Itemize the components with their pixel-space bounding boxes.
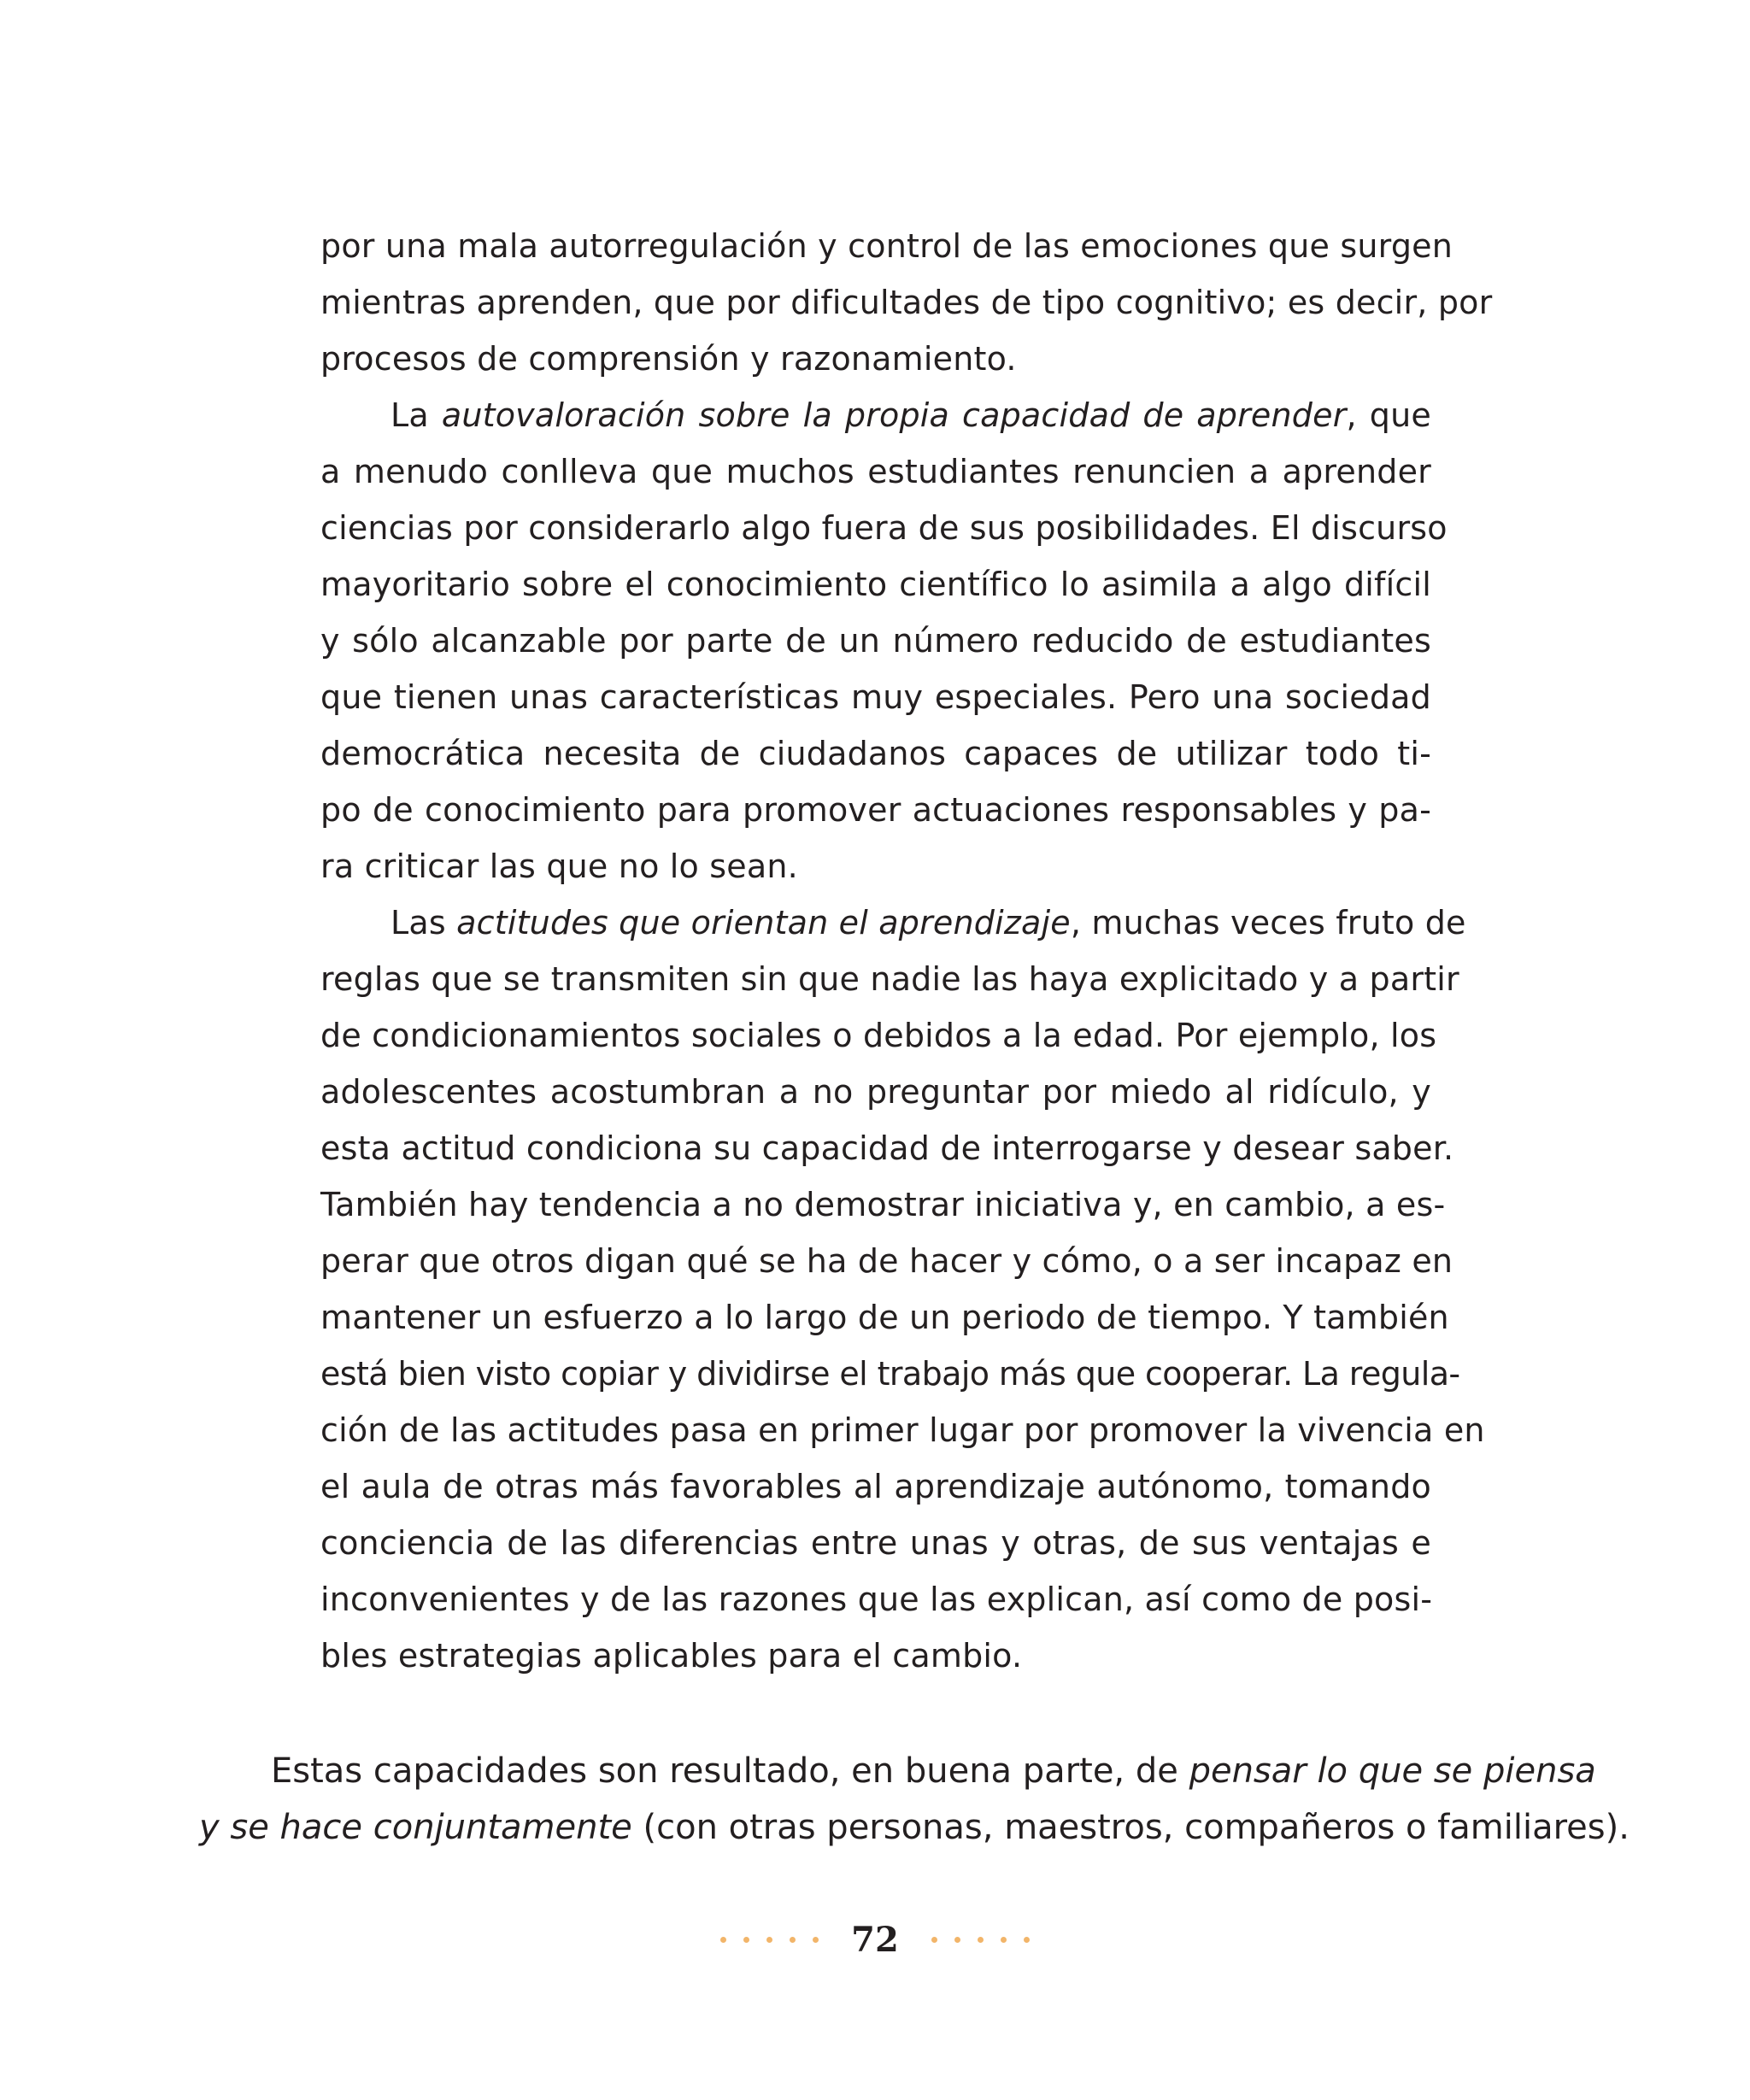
text-line: ra criticar las que no lo sean. [320,848,798,885]
text-line [391,387,1431,443]
text-span: , muchas veces fruto de [1070,904,1466,941]
text-line: y sólo alcanzable por parte de un número reducido de estudiantes [320,622,1431,660]
text-line: reglas que se transmiten sin que nadie las haya explicitado y a partir [320,960,1459,998]
italic-term: y se hace conjuntamente [199,1808,632,1847]
text-line: ciencias por considerarlo algo fuera de sus posibilidades. El discurso [320,509,1448,547]
text-line: mientras aprenden, que por dificultades de tipo cognitivo; es decir, por [320,284,1493,321]
text-line [391,895,1466,951]
text-line: a menudo conlleva que muchos estudiantes renuncien a aprender [320,453,1431,490]
text-line: que tienen unas características muy especiales. Pero una sociedad [320,678,1431,716]
text-line: También hay tendencia a no demostrar iniciativa y, en cambio, a es- [320,1186,1446,1223]
text-line: está bien visto copiar y dividirse el trabajo más que cooperar. La regula- [320,1355,1460,1393]
text-line [271,1743,1596,1799]
text-line: bles estrategias aplicables para el cambio. [320,1637,1023,1675]
text-line: por una mala autorregulación y control de las emociones que surgen [320,227,1453,265]
text-line [199,1799,1630,1856]
italic-term: actitudes que orientan el aprendizaje [456,904,1071,941]
page-number: 72 [851,1919,899,1960]
text-span: Estas capacidades son resultado, en buena parte, de [271,1751,1189,1791]
dot-icon [978,1937,984,1943]
text-line: democrática necesita de ciudadanos capaces de utilizar todo ti- [320,735,1431,772]
text-line: mantener un esfuerzo a lo largo de un periodo de tiempo. Y también [320,1299,1449,1336]
text-span: Las [391,904,457,941]
text-line: ción de las actitudes pasa en primer lugar por promover la vivencia en [320,1411,1485,1449]
text-line: de condicionamientos sociales o debidos a la edad. Por ejemplo, los [320,1017,1437,1054]
text-line: conciencia de las diferencias entre unas y otras, de sus ventajas e [320,1524,1431,1562]
text-span: , que [1346,396,1431,434]
dot-icon [743,1937,749,1943]
page-footer [0,1914,1750,1965]
decorative-dots-left [720,1937,819,1943]
text-line: el aula de otras más favorables al aprendizaje autónomo, tomando [320,1468,1431,1505]
text-line: procesos de comprensión y razonamiento. [320,340,1017,378]
text-line: po de conocimiento para promover actuaciones responsables y pa- [320,791,1431,829]
dot-icon [954,1937,960,1943]
text-span: (con otras personas, maestros, compañeros o familiares). [631,1808,1630,1847]
dot-icon [1024,1937,1030,1943]
text-line: adolescentes acostumbran a no preguntar por miedo al ridículo, y [320,1073,1431,1111]
text-span: La [391,396,442,434]
text-line: perar que otros digan qué se ha de hacer y cómo, o a ser incapaz en [320,1242,1453,1280]
dot-icon [813,1937,819,1943]
decorative-dots-right [931,1937,1030,1943]
dot-icon [766,1937,772,1943]
dot-icon [720,1937,726,1943]
italic-term: pensar lo que se piensa [1189,1751,1596,1791]
text-line: inconvenientes y de las razones que las explican, así como de posi- [320,1581,1433,1618]
text-line: mayoritario sobre el conocimiento científico lo asimila a algo difícil [320,566,1431,603]
dot-icon [790,1937,796,1943]
italic-term: autovaloración sobre la propia capacidad de aprender [441,396,1347,434]
dot-icon [1001,1937,1007,1943]
dot-icon [931,1937,937,1943]
text-line: esta actitud condiciona su capacidad de interrogarse y desear saber. [320,1129,1454,1167]
